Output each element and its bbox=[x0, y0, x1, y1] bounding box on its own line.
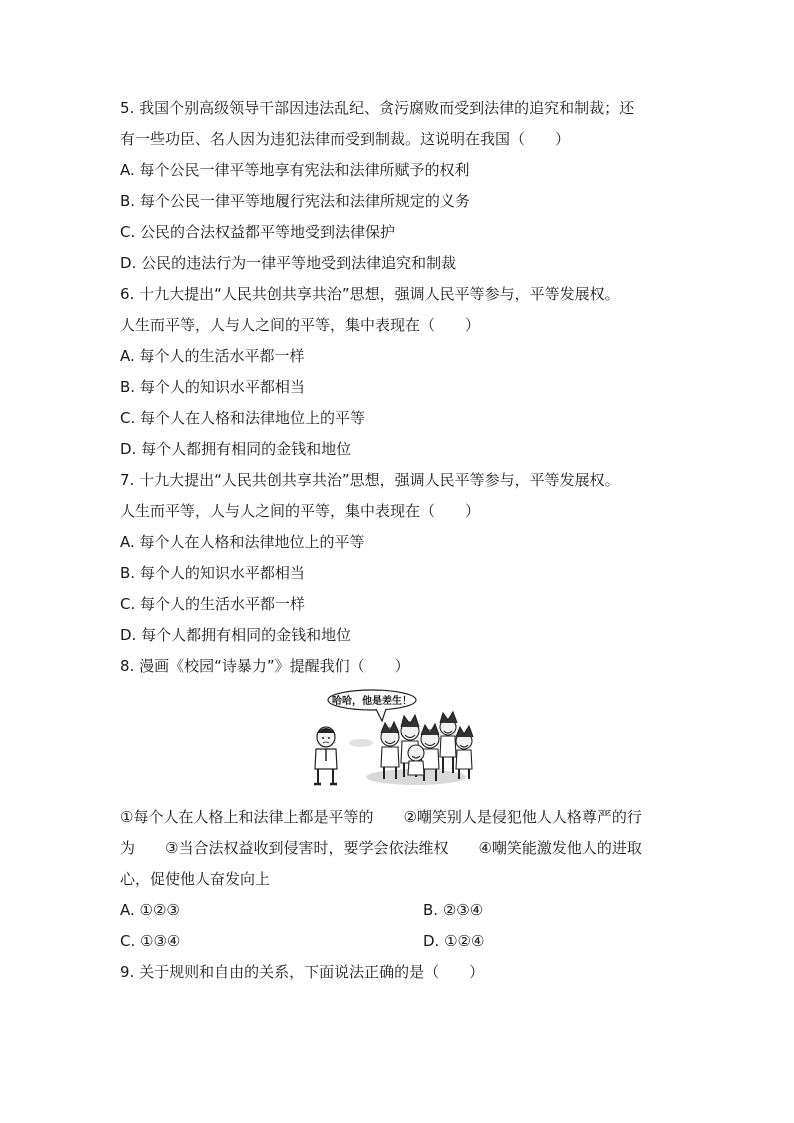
question-8-option-a: A. ①②③ bbox=[120, 901, 180, 919]
question-6-option-b: B. 每个人的知识水平都相当 bbox=[120, 378, 305, 396]
question-7-stem-line-1: 7. 十九大提出“人民共创共享共治”思想，强调人民平等参与，平等发展权。 bbox=[120, 471, 620, 489]
question-8-statement-line-1: ①每个人在人格上和法律上都是平等的 ②嘲笑别人是侵犯他人人格尊严的行 bbox=[120, 808, 642, 826]
speech-bubble-text: 哈哈，他是差生！ bbox=[332, 696, 412, 707]
question-7-option-d: D. 每个人都拥有相同的金钱和地位 bbox=[120, 626, 352, 644]
lone-student-figure bbox=[314, 727, 337, 784]
question-8-option-c: C. ①③④ bbox=[120, 932, 181, 950]
question-9-stem: 9. 关于规则和自由的关系，下面说法正确的是（ ） bbox=[120, 963, 485, 981]
question-5-option-d: D. 公民的违法行为一律平等地受到法律追究和制裁 bbox=[120, 254, 457, 272]
question-6-option-a: A. 每个人的生活水平都一样 bbox=[120, 347, 305, 365]
question-6-stem-line-1: 6. 十九大提出“人民共创共享共治”思想，强调人民平等参与，平等发展权。 bbox=[120, 285, 620, 303]
question-7-option-c: C. 每个人的生活水平都一样 bbox=[120, 595, 306, 613]
question-8-option-d: D. ①②④ bbox=[423, 932, 485, 950]
question-8-statement-line-2: 为 ③当合法权益收到侵害时，要学会依法维权 ④嘲笑能激发他人的进取 bbox=[120, 839, 642, 857]
question-5-stem-line-2: 有一些功臣、名人因为违犯法律而受到制裁。这说明在我国（ ） bbox=[120, 130, 571, 148]
cartoon-illustration bbox=[306, 689, 486, 787]
question-5-option-a: A. 每个公民一律平等地享有宪法和法律所赋予的权利 bbox=[120, 161, 470, 179]
question-8-stem: 8. 漫画《校园“诗暴力”》提醒我们（ ） bbox=[120, 657, 410, 675]
question-7-option-a: A. 每个人在人格和法律地位上的平等 bbox=[120, 533, 365, 551]
question-8-option-b: B. ②③④ bbox=[423, 901, 484, 919]
question-8-statement-line-3: 心，促使他人奋发向上 bbox=[120, 870, 271, 888]
question-7-option-b: B. 每个人的知识水平都相当 bbox=[120, 564, 305, 582]
question-5-stem-line-1: 5. 我国个别高级领导干部因违法乱纪、贪污腐败而受到法律的追究和制裁；还 bbox=[120, 99, 635, 117]
question-5-option-c: C. 公民的合法权益都平等地受到法律保护 bbox=[120, 223, 396, 241]
question-7-stem-line-2: 人生而平等，人与人之间的平等，集中表现在（ ） bbox=[120, 502, 481, 520]
question-5-option-b: B. 每个公民一律平等地履行宪法和法律所规定的义务 bbox=[120, 192, 470, 210]
question-6-option-d: D. 每个人都拥有相同的金钱和地位 bbox=[120, 440, 352, 458]
question-6-stem-line-2: 人生而平等，人与人之间的平等，集中表现在（ ） bbox=[120, 316, 481, 334]
question-6-option-c: C. 每个人在人格和法律地位上的平等 bbox=[120, 409, 366, 427]
